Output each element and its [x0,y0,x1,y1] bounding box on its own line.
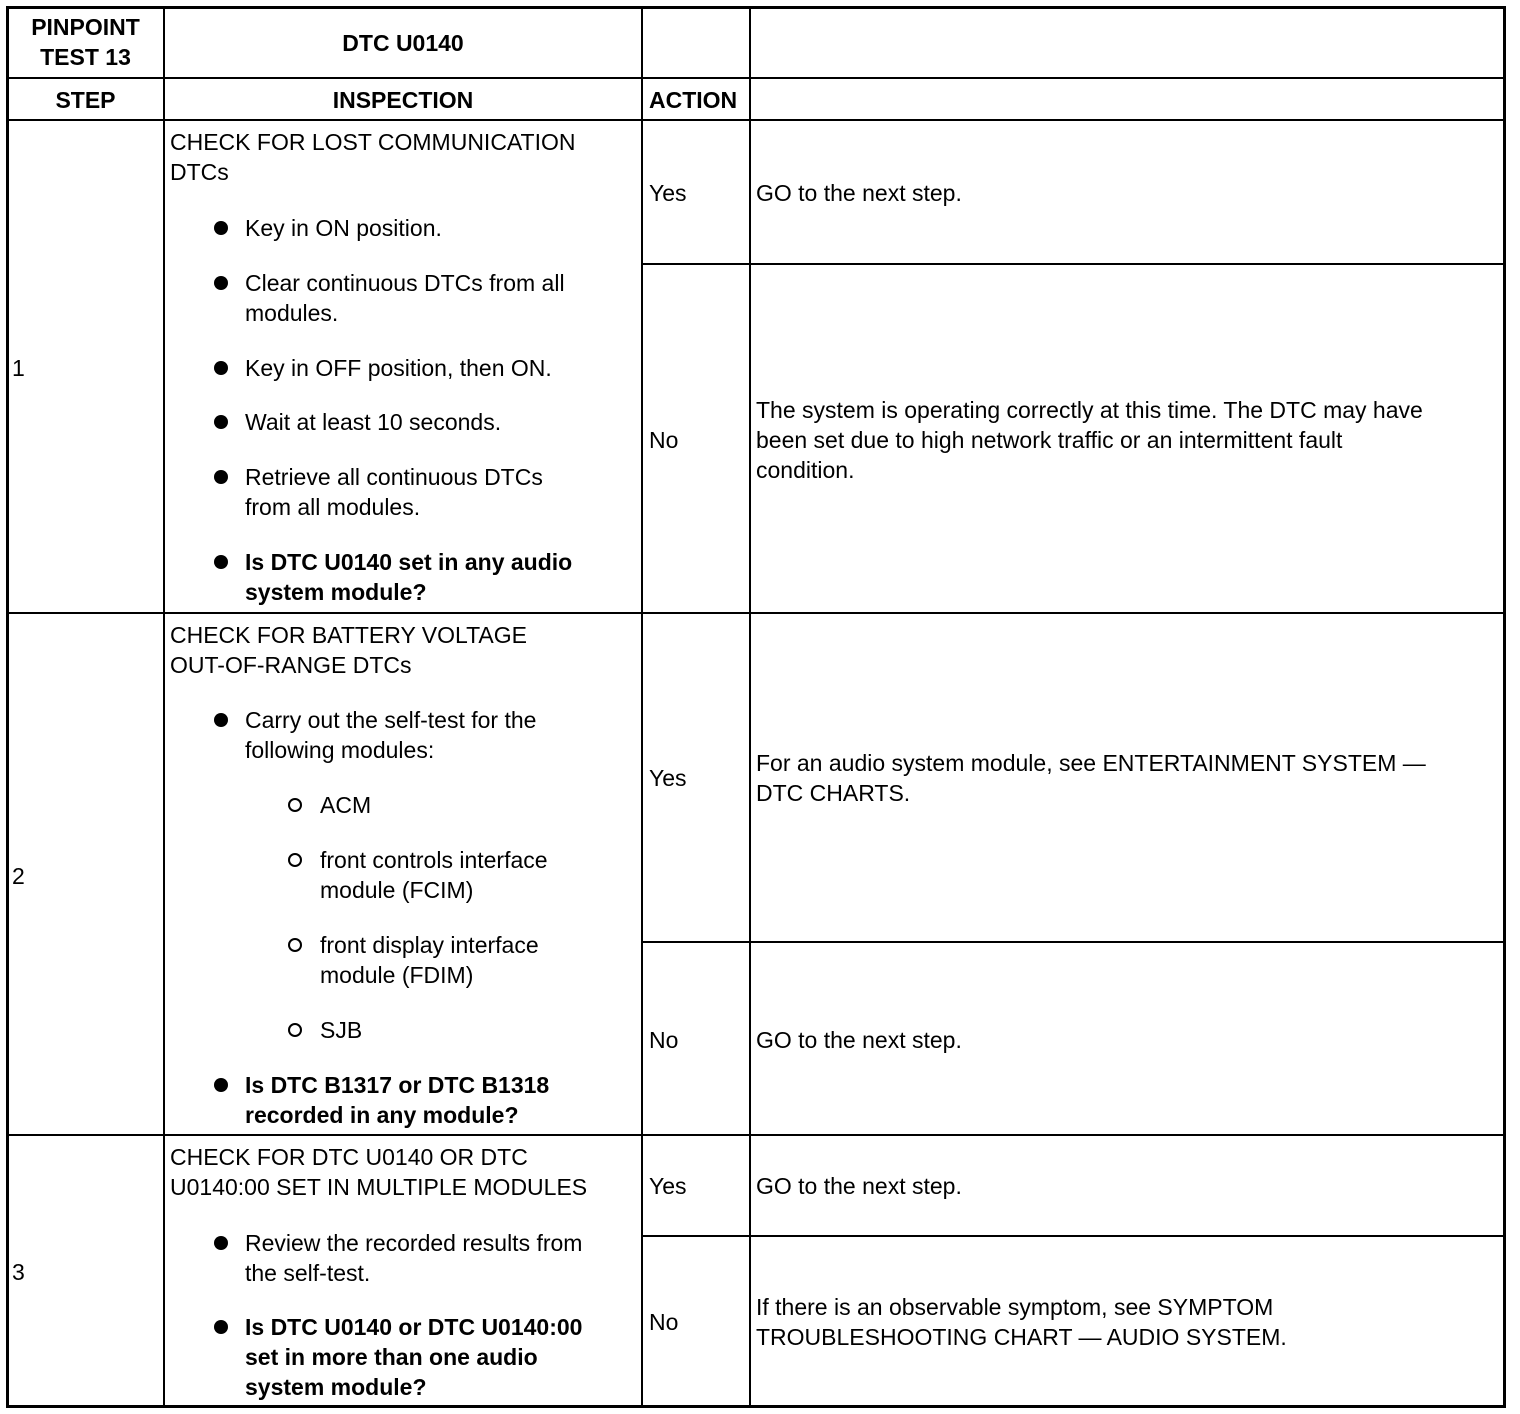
step-title: CHECK FOR LOST COMMUNICATION DTCs [170,129,576,185]
column-header-step: STEP [55,87,116,113]
list-item: Key in OFF position, then ON. [245,355,552,381]
step-number: 3 [12,1259,25,1285]
list-item: Key in ON position. [245,215,442,241]
sub-list-item: front controls interface module (FCIM) [320,847,548,903]
step-divider-2 [6,1134,1506,1136]
sub-bullet-icon [288,938,302,952]
no-label: No [649,427,679,453]
sub-list-item: front display interface module (FDIM) [320,932,539,988]
yes-action: GO to the next step. [756,1173,962,1199]
sub-list-item: SJB [320,1017,363,1043]
list-item: Clear continuous DTCs from all modules. [245,270,565,326]
bullet-icon [214,1078,228,1092]
list-item-question: Is DTC U0140 set in any audio system module? [245,549,573,605]
bullet-icon [214,1320,228,1334]
col-divider-step [163,6,165,1408]
bullet-icon [214,713,228,727]
list-item-question: Is DTC U0140 or DTC U0140:00 set in more than one audio system module? [245,1314,583,1400]
step-title: CHECK FOR BATTERY VOLTAGE OUT-OF-RANGE DTCs [170,622,527,678]
bullet-icon [214,470,228,484]
bullet-icon [214,415,228,429]
dtc-title: DTC U0140 [342,30,464,56]
yes-label: Yes [649,180,687,206]
list-item: Retrieve all continuous DTCs from all modules. [245,464,543,520]
column-header-inspection: INSPECTION [332,87,474,113]
step-number: 1 [12,355,25,381]
yes-action: GO to the next step. [756,180,962,206]
list-item: Carry out the self-test for the following modules: [245,707,537,763]
bullet-icon [214,1236,228,1250]
bullet-icon [214,361,228,375]
yes-label: Yes [649,1173,687,1199]
bullet-icon [214,276,228,290]
no-label: No [649,1027,679,1053]
no-label: No [649,1309,679,1335]
col-divider-inspection [641,6,643,1408]
step-number: 2 [12,863,25,889]
yes-no-divider-1 [642,263,1506,265]
no-action: GO to the next step. [756,1027,962,1053]
bullet-icon [214,555,228,569]
sub-bullet-icon [288,798,302,812]
yes-no-divider-3 [642,1235,1506,1237]
pinpoint-label: PINPOINT TEST 13 [31,14,140,70]
no-action: The system is operating correctly at this time. The DTC may have been set due to high network traffic or an intermittent fault condition. [756,397,1423,483]
bullet-icon [214,221,228,235]
sub-list-item: ACM [320,792,372,818]
yes-action: For an audio system module, see ENTERTAINMENT SYSTEM — DTC CHARTS. [756,750,1426,806]
sub-bullet-icon [288,1023,302,1037]
step-divider-1 [6,612,1506,614]
no-action: If there is an observable symptom, see SYMPTOM TROUBLESHOOTING CHART — AUDIO SYSTEM. [756,1294,1287,1350]
header-divider [6,77,1506,79]
list-item: Wait at least 10 seconds. [245,409,502,435]
col-divider-action [749,6,751,1408]
list-item-question: Is DTC B1317 or DTC B1318 recorded in any module? [245,1072,550,1128]
column-header-divider [6,119,1506,121]
step-title: CHECK FOR DTC U0140 OR DTC U0140:00 SET IN MULTIPLE MODULES [170,1144,588,1200]
yes-no-divider-2 [642,941,1506,943]
list-item: Review the recorded results from the self-test. [245,1230,583,1286]
column-header-action: ACTION [649,87,738,113]
yes-label: Yes [649,765,687,791]
sub-bullet-icon [288,853,302,867]
